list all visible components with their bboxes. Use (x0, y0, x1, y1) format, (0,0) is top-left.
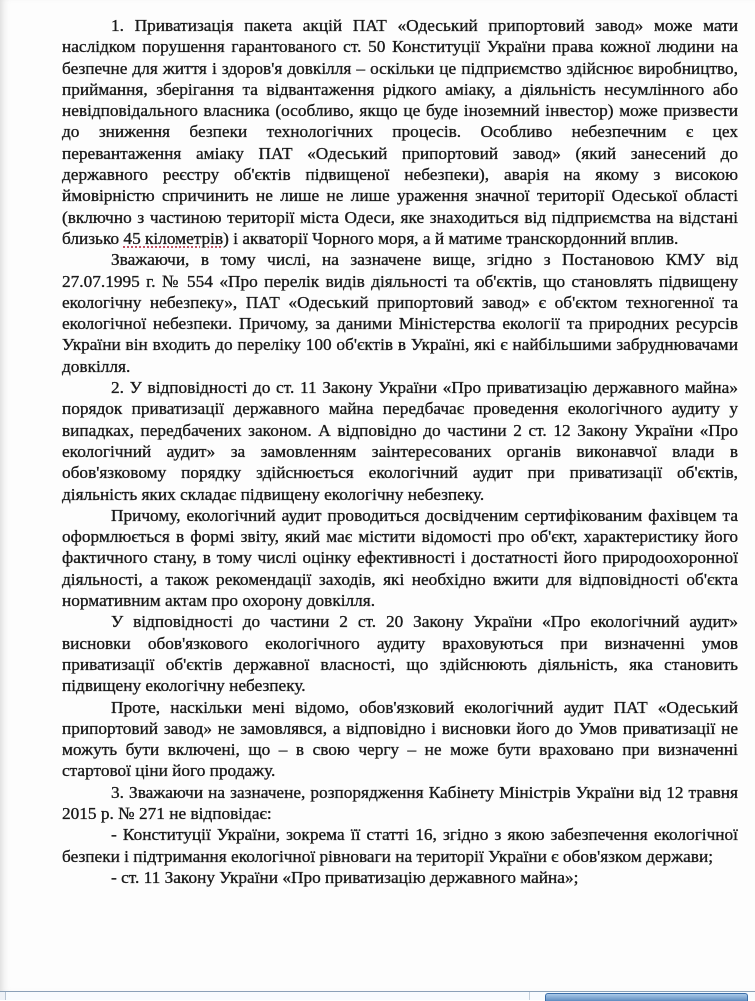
paragraph-1-text-before: 1. Приватизація пакета акцій ПАТ «Одеський припортовий завод» може мати наслідком порушення гарантованого ст. 50 Конституції України права кожної людини на безпечне для життя і здоров'я довкілля – оскільки це підприємство здійснює виробництво, приймання, зберігання та відвантаження рідкого аміаку, а діяльність несумлінного або невідповідального власника (особливо, якщо це буде іноземний інвестор) може призвести до зниження безпеки технологічних процесів. Особливо небезпечним є цех перевантаження аміаку ПАТ «Одеський припортовий завод» (який занесений до державного реєстру об'єктів підвищеної небезпеки), аварія на якому з високою ймовірністю спричинить не лише не лише ураження значної території Одеської області (включно з частиною території міста Одеси, яке знаходиться від підприємства на відстані близько (62, 16, 738, 248)
horizontal-scrollbar-track[interactable] (0, 991, 755, 1000)
paragraph-1 (62, 15, 738, 249)
paragraph-1-text-after: ) і акваторії Чорного моря, а й матиме транскордонний вплив. (223, 228, 679, 248)
scrollbar-left-cap (0, 992, 6, 1000)
paragraph-2: Зважаючи, в тому числі, на зазначене вище, згідно з Постановою КМУ від 27.07.1995 г. № 554 «Про перелік видів діяльності та об'єктів, що становлять підвищену екологічну небезпеку», ПАТ «Одеський припортовий завод» є об'єктом техногенної та екологічної небезпеки. Причому, за даними Міністерства екології та природних ресурсів України він входить до переліку 100 об'єктів в Україні, які є найбільшими забруднювачами довкілля. (62, 250, 738, 376)
paragraph-7: 3. Зважаючи на зазначене, розпорядження Кабінету Міністрів України від 12 травня 2015 р. № 271 не відповідає: (62, 782, 738, 823)
paragraph-4: Причому, екологічний аудит проводиться досвідченим сертифікованим фахівцем та оформлюється в формі звіту, який має містити відомості про об'єкт, характеристику його фактичного стану, в тому числі оцінку ефективності і достатності його природоохоронної діяльності, а також рекомендації заходів, які необхідно вжити для відповідності об'єкта нормативним актам про охорону довкілля. (62, 505, 738, 611)
spellcheck-underlined-phrase: 45 кілометрів (123, 228, 224, 248)
paragraph-3: 2. У відповідності до ст. 11 Закону України «Про приватизацію державного майна» порядок приватизації державного майна передбачає проведення екологічного аудиту у випадках, передбачених законом. А відповідно до частини 2 ст. 12 Закону України «Про екологічний аудит» за замовленням заінтересованих органів виконавчої влади в обов'язковому порядку здійснюється екологічний аудит при приватизації об'єктів, діяльність яких складає підвищену екологічну небезпеку. (62, 378, 738, 504)
paragraph-6: Проте, наскільки мені відомо, обов'язковий екологічний аудит ПАТ «Одеський припортовий завод» не замовлявся, а відповідно і висновки його до Умов приватизації не можуть бути включені, що – в свою чергу – не може бути враховано при визначенні стартової ціни його продажу. (62, 697, 738, 781)
scrollbar-divider (529, 992, 530, 1000)
paragraph-8-list-item: - Конституції України, зокрема її статті 16, згідно з якою забезпечення екологічної безпеки і підтримання екологічної рівноваги на території України є обов'язком держави; (62, 825, 738, 866)
paragraph-5: У відповідності до частини 2 ст. 20 Закону України «Про екологічний аудит» висновки обов'язкового екологічного аудиту враховуються при визначенні умов приватизації об'єктів державної власності, що здійснюють діяльність, яка становить підвищену екологічну небезпеку. (62, 612, 738, 696)
paragraph-9-list-item: - ст. 11 Закону України «Про приватизацію державного майна»; (111, 867, 579, 887)
